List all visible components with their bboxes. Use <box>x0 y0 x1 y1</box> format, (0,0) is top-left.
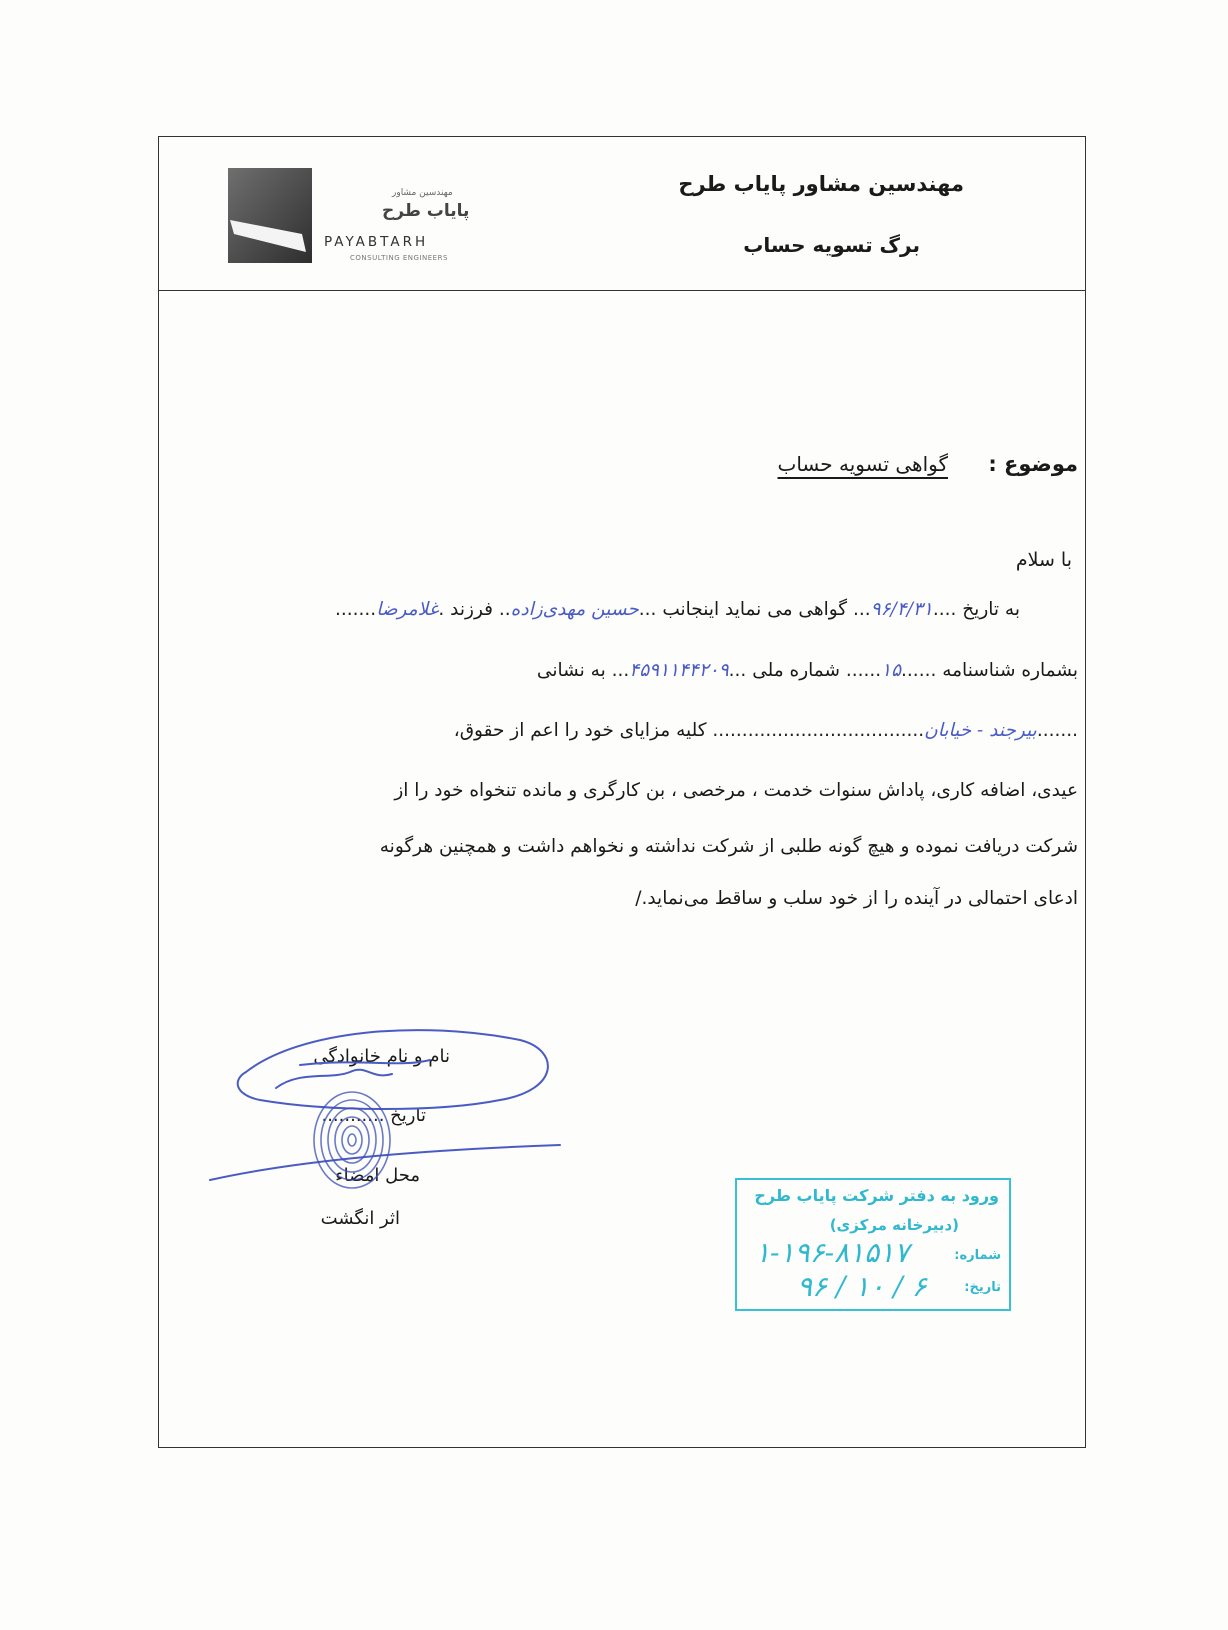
body-line-2 <box>537 660 1078 681</box>
id-number-label: بشماره شناسنامه <box>942 660 1078 681</box>
greeting: با سلام <box>1015 549 1072 571</box>
date-label: به تاریخ <box>962 599 1020 620</box>
certify-text: گواهی می نماید اینجانب <box>662 599 848 620</box>
body-line-6: ادعای احتمالی در آینده را از خود سلب و ساقط می‌نماید./ <box>635 888 1078 909</box>
stamp-date-label: تاریخ: <box>964 1280 1001 1295</box>
address-label: به نشانی <box>536 660 606 681</box>
signature-name-label: نام و نام خانوادگی <box>313 1046 450 1067</box>
registration-stamp <box>735 1178 1011 1311</box>
handwritten-national-id: ۴۵۹۱۱۴۴۲۰۹ <box>629 660 729 681</box>
father-field: .غلامرضا....... <box>335 599 445 620</box>
logo-en-subtitle: CONSULTING ENGINEERS <box>350 254 448 262</box>
handwritten-date: ۹۶/۴/۳۱ <box>870 599 933 620</box>
stamp-number-value: ۱-۱۹۶-۸۱۵۱۷ <box>755 1236 910 1269</box>
signature-date-label: تاریخ ........... <box>321 1105 426 1126</box>
company-name: مهندسین مشاور پایاب طرح <box>678 172 964 196</box>
child-of-label: فرزند <box>450 599 494 620</box>
body-line-3 <box>454 720 1078 741</box>
address-field: .......بیرجند - خیابان.................................... <box>712 720 1078 741</box>
stamp-date-value: ۹۶ / ۱۰ / ۶ <box>797 1270 927 1303</box>
fingerprint-label: اثر انگشت <box>320 1208 400 1229</box>
logo-en-name: PAYABTARH <box>324 234 429 250</box>
handwritten-father: غلامرضا <box>376 599 439 620</box>
logo-fa-subtitle: مهندسین مشاور <box>392 188 453 198</box>
stamp-subtitle: (دبیرخانه مرکزی) <box>829 1216 959 1234</box>
body-line-1 <box>335 599 1020 620</box>
date-field: ....۹۶/۴/۳۱... <box>853 599 957 620</box>
handwritten-id-number: ۱۵ <box>881 660 902 681</box>
signature-place-label: محل امضاء <box>335 1165 420 1186</box>
subject-value: گواهی تسویه حساب <box>777 452 948 476</box>
stamp-title: ورود به دفتر شرکت پایاب طرح <box>754 1186 999 1205</box>
signature-date-text: تاریخ <box>390 1105 426 1126</box>
handwritten-name: حسین مهدی‌زاده <box>510 599 639 620</box>
national-id-label: شماره ملی <box>752 660 840 681</box>
id-number-field: ......۱۵...... <box>845 660 937 681</box>
form-title: برگ تسویه حساب <box>743 233 920 257</box>
body-line-5: شرکت دریافت نموده و هیچ گونه طلبی از شرکت نداشته و نخواهم داشت و همچنین هرگونه <box>379 836 1078 857</box>
company-logo-icon <box>228 168 312 263</box>
subject-label: موضوع : <box>988 452 1078 476</box>
header-separator <box>158 290 1086 291</box>
handwritten-address: بیرجند - خیابان <box>924 720 1037 741</box>
body-line-4: عیدی، اضافه کاری، پاداش سنوات خدمت ، مرخصی ، بن کارگری و مانده تنخواه خود را از <box>394 780 1078 801</box>
logo-fa-name: پایاب طرح <box>382 201 470 221</box>
national-id-field: ...۴۵۹۱۱۴۴۲۰۹... <box>611 660 747 681</box>
stamp-number-label: شماره: <box>954 1248 1001 1263</box>
name-field: ...حسین مهدی‌زاده.. <box>498 599 657 620</box>
benefits-text: کلیه مزایای خود را اعم از حقوق، <box>453 720 707 741</box>
